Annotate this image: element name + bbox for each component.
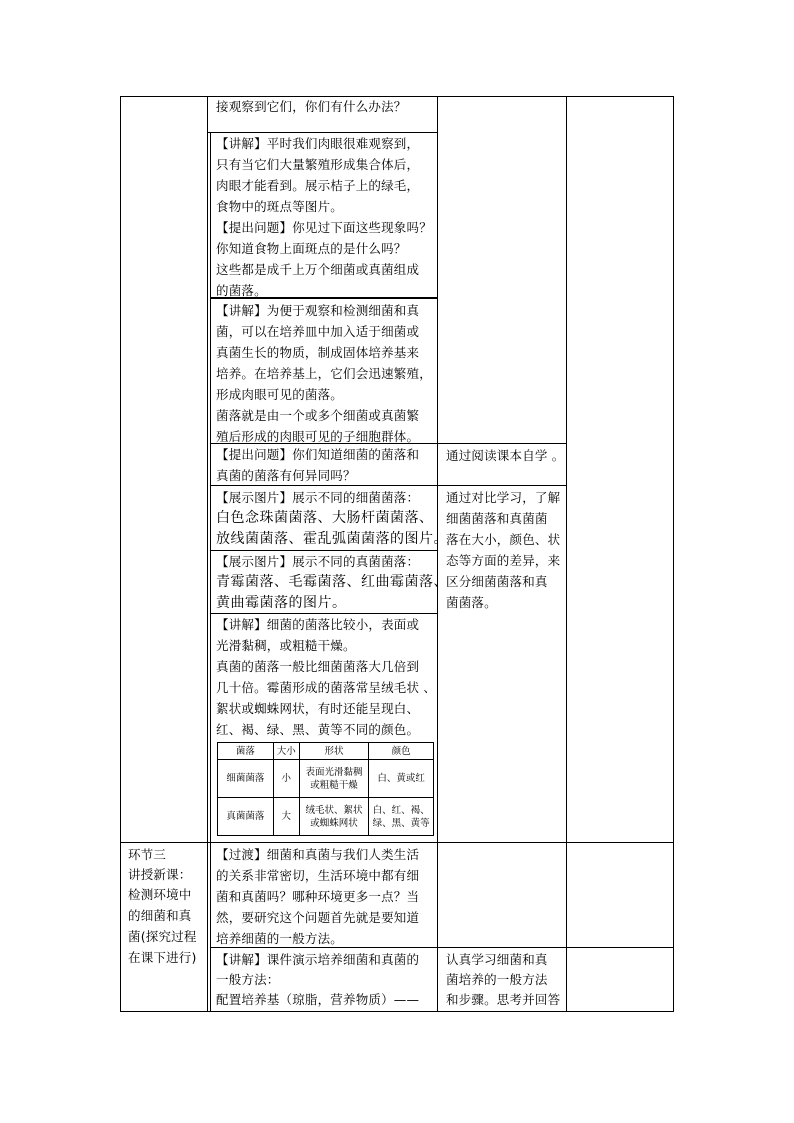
header-colony: 菌落 <box>218 743 274 760</box>
question1-line-1: 【提出问题】你见过下面这些现象吗？ <box>216 220 432 235</box>
lecture2-line-1: 【讲解】为便于观察和检测细菌和真 <box>216 303 420 318</box>
transition-line-5: 培养细菌的一般方法。 <box>216 931 344 946</box>
section3-line-3: 检测环境中 <box>128 887 192 902</box>
lecture4-line-2: 一般方法： <box>216 972 280 987</box>
bacteria-shape-line-1: 表面光滑黏稠 <box>305 766 363 778</box>
lecture2-line-3: 真菌生长的物质，制成固体培养基来 <box>216 345 420 360</box>
learn-line-2: 菌培养的一般方法 <box>446 972 548 987</box>
lecture1-line-4: 食物中的斑点等图片。 <box>216 199 344 214</box>
row-bacteria-size: 小 <box>273 760 299 798</box>
header-color: 颜色 <box>369 743 434 760</box>
section3-line-2: 讲授新课： <box>128 867 192 882</box>
show1-line-1: 【展示图片】展示不同的细菌菌落： <box>216 490 420 505</box>
table-row <box>218 798 434 836</box>
section3-line-4: 的细菌和真 <box>128 908 192 923</box>
lecture2-line-2: 菌，可以在培养皿中加入适于细菌或 <box>216 324 420 339</box>
read-line-1: 通过阅读课本自学 。 <box>446 448 565 463</box>
table-border-left <box>120 96 121 1012</box>
compare-line-6: 菌菌落。 <box>446 595 497 610</box>
table-header-row <box>218 743 434 760</box>
section3-line-5: 菌(探究过程 <box>128 929 197 944</box>
compare-line-4: 态等方面的差异，来 <box>446 553 561 568</box>
col3-row-divider-c <box>437 947 674 948</box>
colony-comparison-table <box>217 742 434 836</box>
table-row <box>218 760 434 798</box>
bacteria-shape-line-2: 或粗糙干燥 <box>310 779 358 791</box>
fungi-shape-line-2: 或蜘蛛网状 <box>310 817 358 829</box>
fungi-color-line-2: 绿、黑、黄等 <box>372 817 430 829</box>
lecture2-line-5: 形成肉眼可见的菌落。 <box>216 387 344 402</box>
row-bacteria-name: 细菌菌落 <box>218 760 274 798</box>
compare-line-5: 区分细菌菌落和真 <box>446 574 548 589</box>
section3-line-1: 环节三 <box>128 847 167 862</box>
show2-line-3: 黄曲霉菌落的图片。 <box>216 595 347 611</box>
transition-line-2: 的关系非常密切，生活环境中都有细 <box>216 868 420 883</box>
show2-line-2: 青霉菌落、毛霉菌落、红曲霉菌落、 <box>216 574 448 590</box>
lecture4-line-1: 【讲解】课件演示培养细菌和真菌的 <box>216 952 420 967</box>
lecture4-line-3: 配置培养基（琼脂，营养物质）—— <box>216 992 420 1007</box>
transition-line-3: 菌和真菌吗？哪种环境更多一点？当 <box>216 889 420 904</box>
show2-line-1: 【展示图片】展示不同的真菌菌落： <box>216 554 420 569</box>
fungi-shape-line-1: 绒毛状、絮状 <box>305 804 363 816</box>
lecture3-line-3: 真菌的菌落一般比细菌菌落大几倍到 <box>216 659 420 674</box>
show1-line-3: 放线菌菌落、霍乱弧菌菌落的图片。 <box>216 531 448 547</box>
lecture1-line-1: 【讲解】平时我们肉眼很难观察到， <box>216 136 420 151</box>
lecture2-line-7: 殖后形成的肉眼可见的子细胞群体。 <box>216 429 420 444</box>
question1-line-2: 你知道食物上面斑点的是什么吗？ <box>216 241 407 256</box>
compare-line-2: 细菌菌落和真菌菌 <box>446 511 548 526</box>
observe-line: 接观察到它们，你们有什么办法？ <box>216 99 407 114</box>
row-fungi-name: 真菌菌落 <box>218 798 274 836</box>
lecture3-line-4: 几十倍。霉菌形成的菌落常呈绒毛状 、 <box>216 680 437 695</box>
row-fungi-color <box>369 798 434 836</box>
column-divider-3 <box>566 96 567 1012</box>
col3-row-divider-a <box>437 443 567 444</box>
transition-line-4: 然，要研究这个问题首先就是要知道 <box>216 910 420 925</box>
section3-line-6: 在课下进行) <box>128 950 197 965</box>
compare-line-3: 落在大小，颜色、状 <box>446 532 561 547</box>
row-bacteria-color <box>369 760 434 798</box>
lecture3-line-1: 【讲解】细菌的菌落比较小，表面或 <box>216 617 420 632</box>
row-fungi-size: 大 <box>273 798 299 836</box>
column-divider-1 <box>207 96 208 1012</box>
learn-line-3: 和步骤。思考并回答 <box>446 992 561 1007</box>
lecture3-line-2: 光滑黏稠，或粗糙干燥。 <box>216 638 356 653</box>
fungi-color-line-1: 白、红、褐、 <box>372 804 430 816</box>
question2-line-2: 真菌的菌落有何异同吗？ <box>216 468 356 483</box>
lecture3-line-6: 红、褐、绿、黑、黄等不同的颜色。 <box>216 722 420 737</box>
compare-line-1: 通过对比学习，了解 <box>446 490 561 505</box>
header-size: 大小 <box>273 743 299 760</box>
show1-line-2: 白色念珠菌菌落、大肠杆菌菌落、 <box>216 510 434 526</box>
lecture2-line-4: 培养。在培养基上，它们会迅速繁殖， <box>216 366 432 381</box>
col3-row-divider-b <box>437 485 567 486</box>
bacteria-color-line-1: 白、黄或红 <box>377 773 425 784</box>
question1-line-4: 的菌落。 <box>216 283 267 298</box>
question1-line-3: 这些都是成千上万个细菌或真菌组成 <box>216 262 420 277</box>
learn-line-1: 认真学习细菌和真 <box>446 952 548 967</box>
row-fungi-shape <box>299 798 368 836</box>
lecture1-line-3: 肉眼才能看到。展示桔子上的绿毛， <box>216 178 420 193</box>
table-border-right <box>673 96 674 1012</box>
lecture2-line-6: 菌落就是由一个或多个细菌或真菌繁 <box>216 408 420 423</box>
transition-line-1: 【过渡】细菌和真菌与我们人类生活 <box>216 847 420 862</box>
row-bacteria-shape <box>299 760 368 798</box>
lecture1-line-2: 只有当它们大量繁殖形成集合体后， <box>216 157 420 172</box>
question2-line-1: 【提出问题】你们知道细菌的菌落和 <box>216 447 420 462</box>
header-shape: 形状 <box>299 743 368 760</box>
lecture3-line-5: 絮状或蜘蛛网状，有时还能呈现白、 <box>216 701 420 716</box>
